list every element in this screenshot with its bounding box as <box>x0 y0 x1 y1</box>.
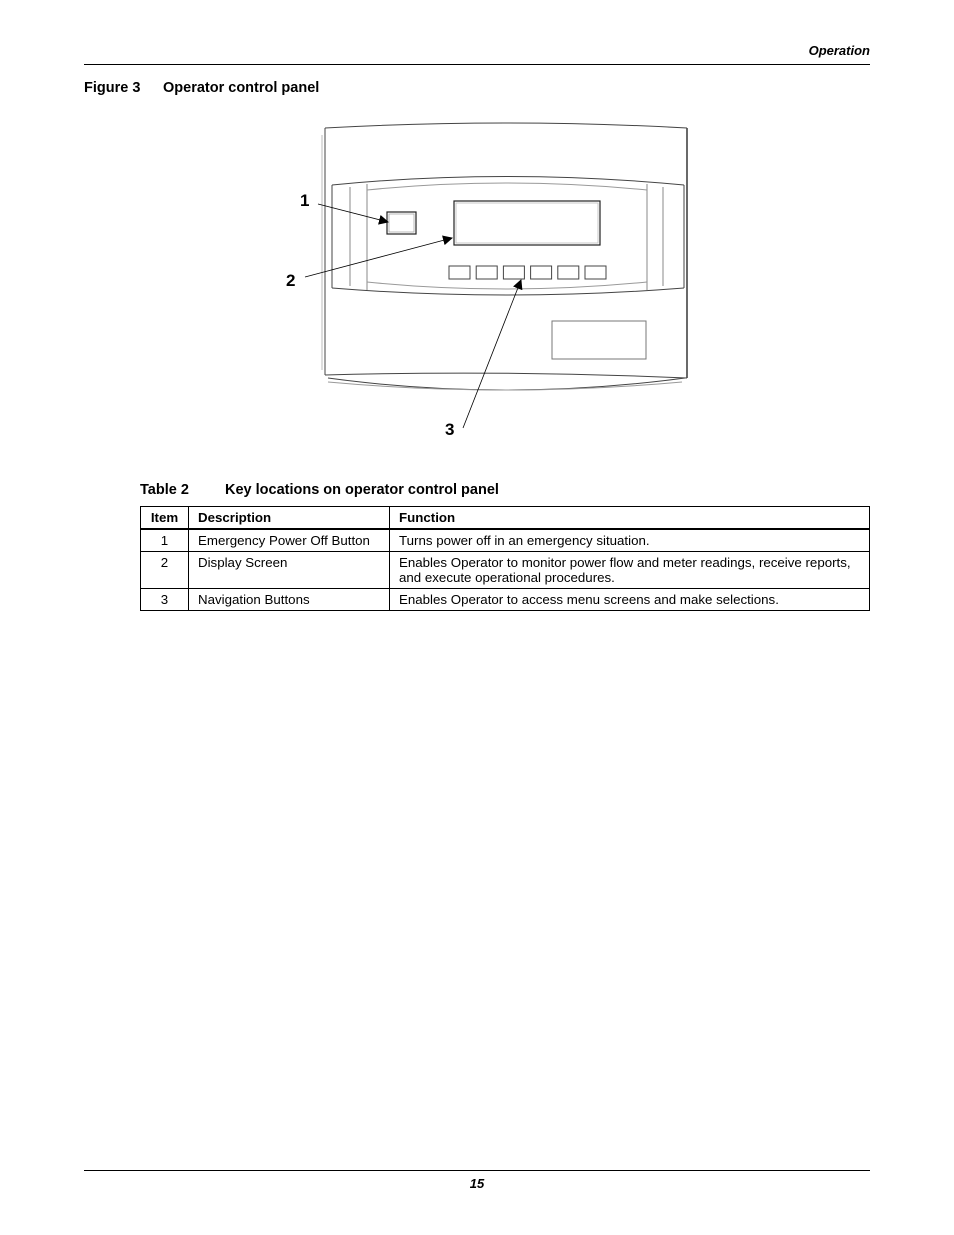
navigation-buttons <box>449 266 606 279</box>
operator-control-panel-illustration <box>270 110 710 450</box>
footer-rule <box>84 1170 870 1171</box>
row-function: Enables Operator to access menu screens and make selections. <box>390 589 870 611</box>
row-function: Enables Operator to monitor power flow and meter readings, receive reports, and execute operational procedures. <box>390 552 870 589</box>
row-description: Display Screen <box>189 552 390 589</box>
figure-number: Figure 3 <box>84 80 141 96</box>
navigation-button <box>558 266 579 279</box>
callout-2: 2 <box>286 271 296 290</box>
navigation-button <box>531 266 552 279</box>
row-item: 3 <box>141 589 189 611</box>
table-title: Key locations on operator control panel <box>225 482 499 498</box>
panel-housing <box>322 123 687 390</box>
table-header-row <box>141 507 870 530</box>
table-row <box>141 529 870 552</box>
row-item: 2 <box>141 552 189 589</box>
row-description: Emergency Power Off Button <box>189 529 390 552</box>
label-window <box>552 321 646 359</box>
callout-1: 1 <box>300 191 310 210</box>
callout-3: 3 <box>445 420 455 439</box>
callout-leader-2 <box>305 238 452 277</box>
row-description: Navigation Buttons <box>189 589 390 611</box>
navigation-button <box>503 266 524 279</box>
table-row <box>141 552 870 589</box>
section-header: Operation <box>808 43 870 58</box>
callout-leader-3 <box>463 280 521 428</box>
callout-leader-1 <box>318 204 388 222</box>
display-screen <box>454 201 600 245</box>
table-number: Table 2 <box>140 482 189 498</box>
header-description: Description <box>189 507 390 530</box>
header-item: Item <box>141 507 189 530</box>
navigation-button <box>585 266 606 279</box>
control-bezel <box>332 177 684 296</box>
page-number: 15 <box>469 1176 485 1191</box>
table-row <box>141 589 870 611</box>
emergency-power-off-button <box>387 212 416 234</box>
key-locations-table <box>140 506 870 611</box>
figure-title: Operator control panel <box>163 80 320 96</box>
header-rule <box>84 64 870 65</box>
figure-caption <box>84 80 319 96</box>
row-function: Turns power off in an emergency situation. <box>390 529 870 552</box>
navigation-button <box>449 266 470 279</box>
header-function: Function <box>390 507 870 530</box>
table-caption <box>140 482 499 498</box>
row-item: 1 <box>141 529 189 552</box>
navigation-button <box>476 266 497 279</box>
